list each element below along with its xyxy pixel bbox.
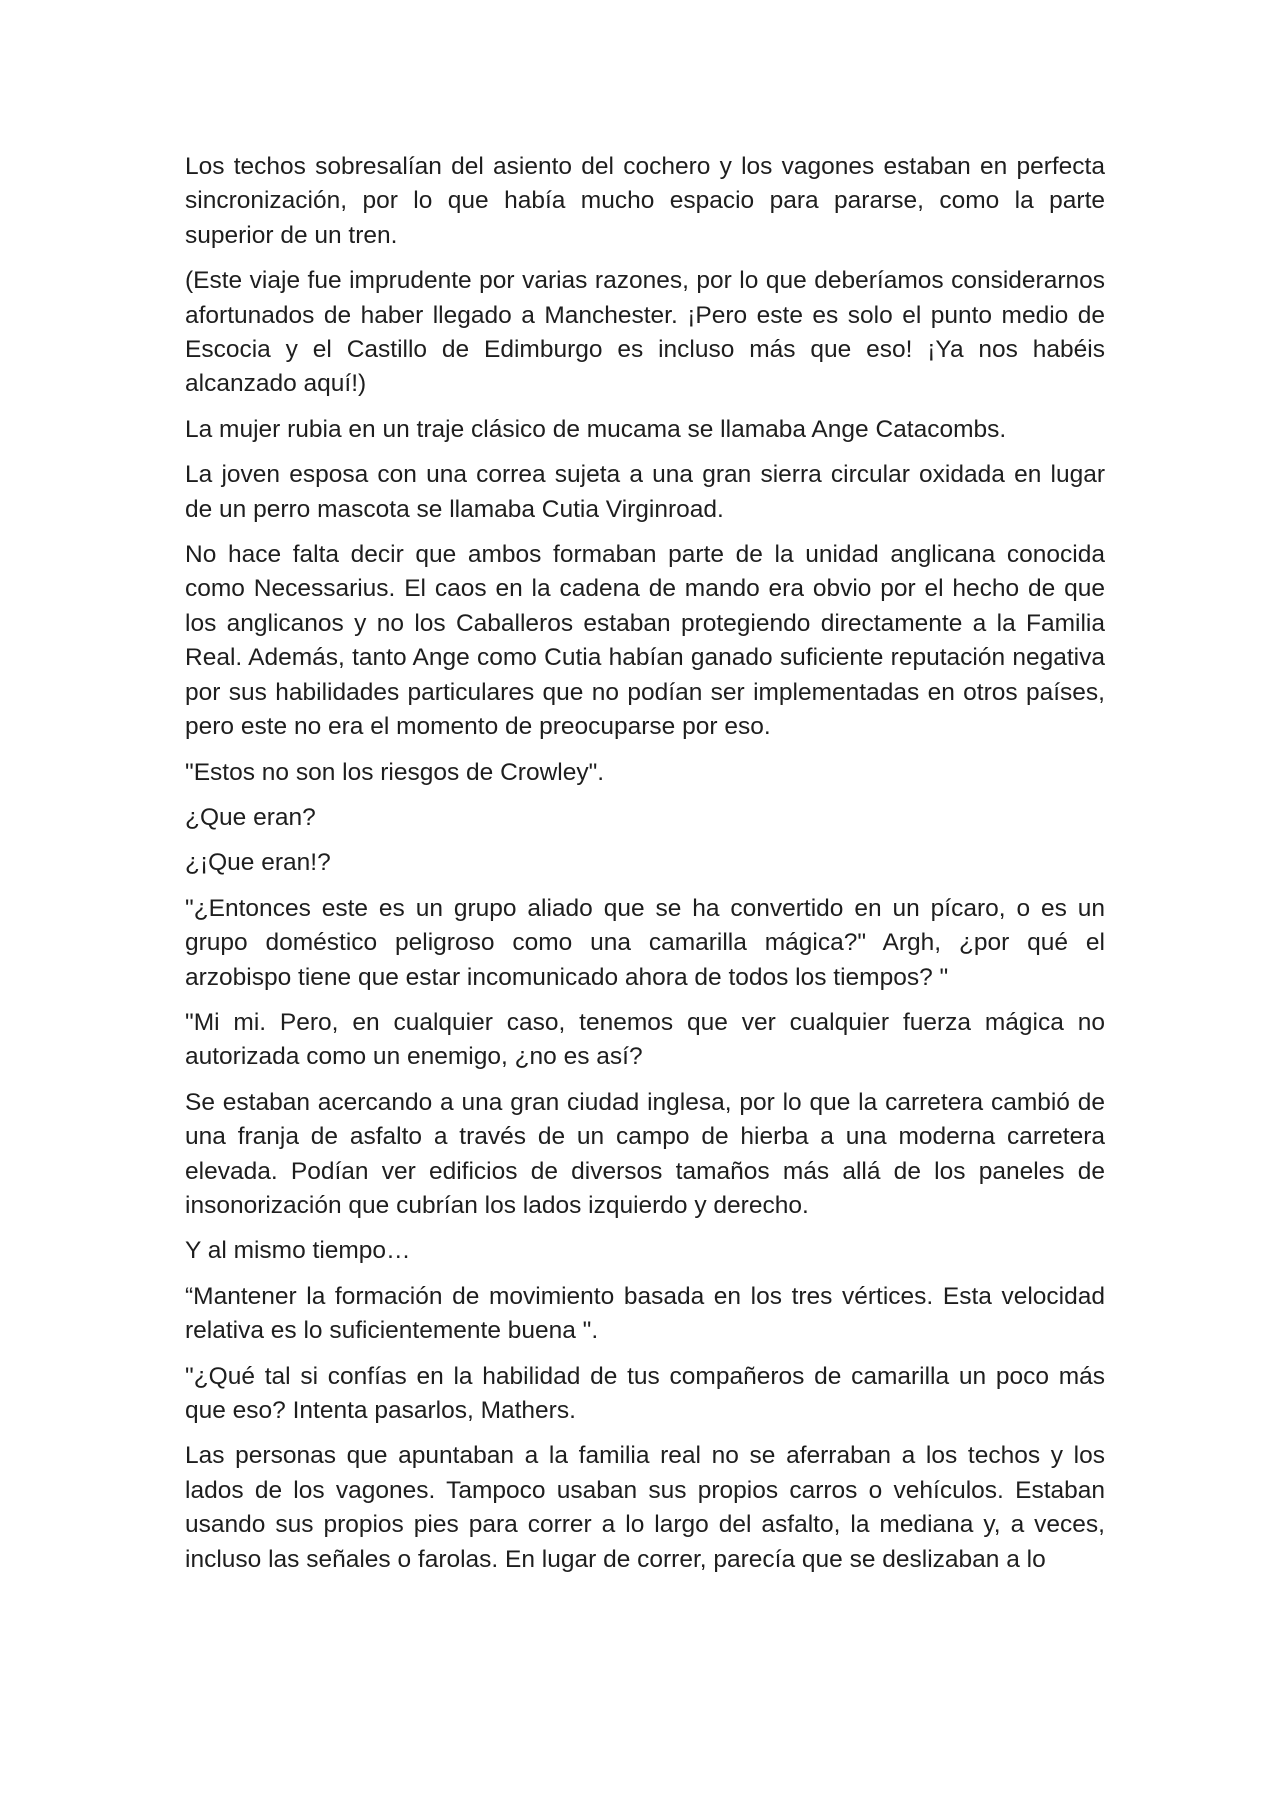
document-body [185, 150, 1105, 1588]
paragraph: “Mantener la formación de movimiento basada en los tres vértices. Esta velocidad relativa es lo suficientemente buena ". [185, 1282, 1105, 1345]
paragraph: ¿¡Que eran!? [185, 849, 331, 877]
paragraph: ¿Que eran? [185, 803, 316, 831]
paragraph: Y al mismo tiempo… [185, 1237, 411, 1265]
paragraph: "Mi mi. Pero, en cualquier caso, tenemos que ver cualquier fuerza mágica no autorizada como un enemigo, ¿no es así? [185, 1008, 1105, 1071]
paragraph: "¿Qué tal si confías en la habilidad de tus compañeros de camarilla un poco más que eso? Intenta pasarlos, Mathers. [185, 1362, 1105, 1424]
paragraph: Las personas que apuntaban a la familia real no se aferraban a los techos y los lados de los vagones. Tampoco usaban sus propios carros o vehículos. Estaban usando sus propios pies para correr a lo largo del asfalto, la mediana y, a veces, incluso las señales o farolas. En lugar de correr, parecía que se deslizaban a lo [185, 1442, 1105, 1573]
paragraph: La joven esposa con una correa sujeta a una gran sierra circular oxidada en lugar de un perro mascota se llamaba Cutia Virginroad. [185, 461, 1105, 523]
paragraph: No hace falta decir que ambos formaban parte de la unidad anglicana conocida como Necessarius. El caos en la cadena de mando era obvio por el hecho de que los anglicanos y no los Caballeros estaban protegiendo directamente a la Familia Real. Además, tanto Ange como Cutia habían ganado suficiente reputación negativa por sus habilidades particulares que no podían ser implementadas en otros países, pero este no era el momento de preocuparse por eso. [185, 541, 1105, 741]
paragraph: Los techos sobresalían del asiento del cochero y los vagones estaban en perfecta sincronización, por lo que había mucho espacio para pararse, como la parte superior de un tren. [185, 153, 1105, 249]
paragraph: "¿Entonces este es un grupo aliado que se ha convertido en un pícaro, o es un grupo doméstico peligroso como una camarilla mágica?" Argh, ¿por qué el arzobispo tiene que estar incomunicado ahora de todos los tiempos? " [185, 894, 1105, 991]
paragraph: La mujer rubia en un traje clásico de mucama se llamaba Ange Catacombs. [185, 415, 1007, 443]
paragraph: "Estos no son los riesgos de Crowley". [185, 758, 605, 786]
paragraph: (Este viaje fue imprudente por varias razones, por lo que deberíamos considerarnos afortunados de haber llegado a Manchester. ¡Pero este es solo el punto medio de Escocia y el Castillo de Edimburgo es incluso más que eso! ¡Ya nos habéis alcanzado aquí!) [185, 267, 1105, 398]
paragraph: Se estaban acercando a una gran ciudad inglesa, por lo que la carretera cambió de una franja de asfalto a través de un campo de hierba a una moderna carretera elevada. Podían ver edificios de diversos tamaños más allá de los paneles de insonorización que cubrían los lados izquierdo y derecho. [185, 1088, 1105, 1219]
